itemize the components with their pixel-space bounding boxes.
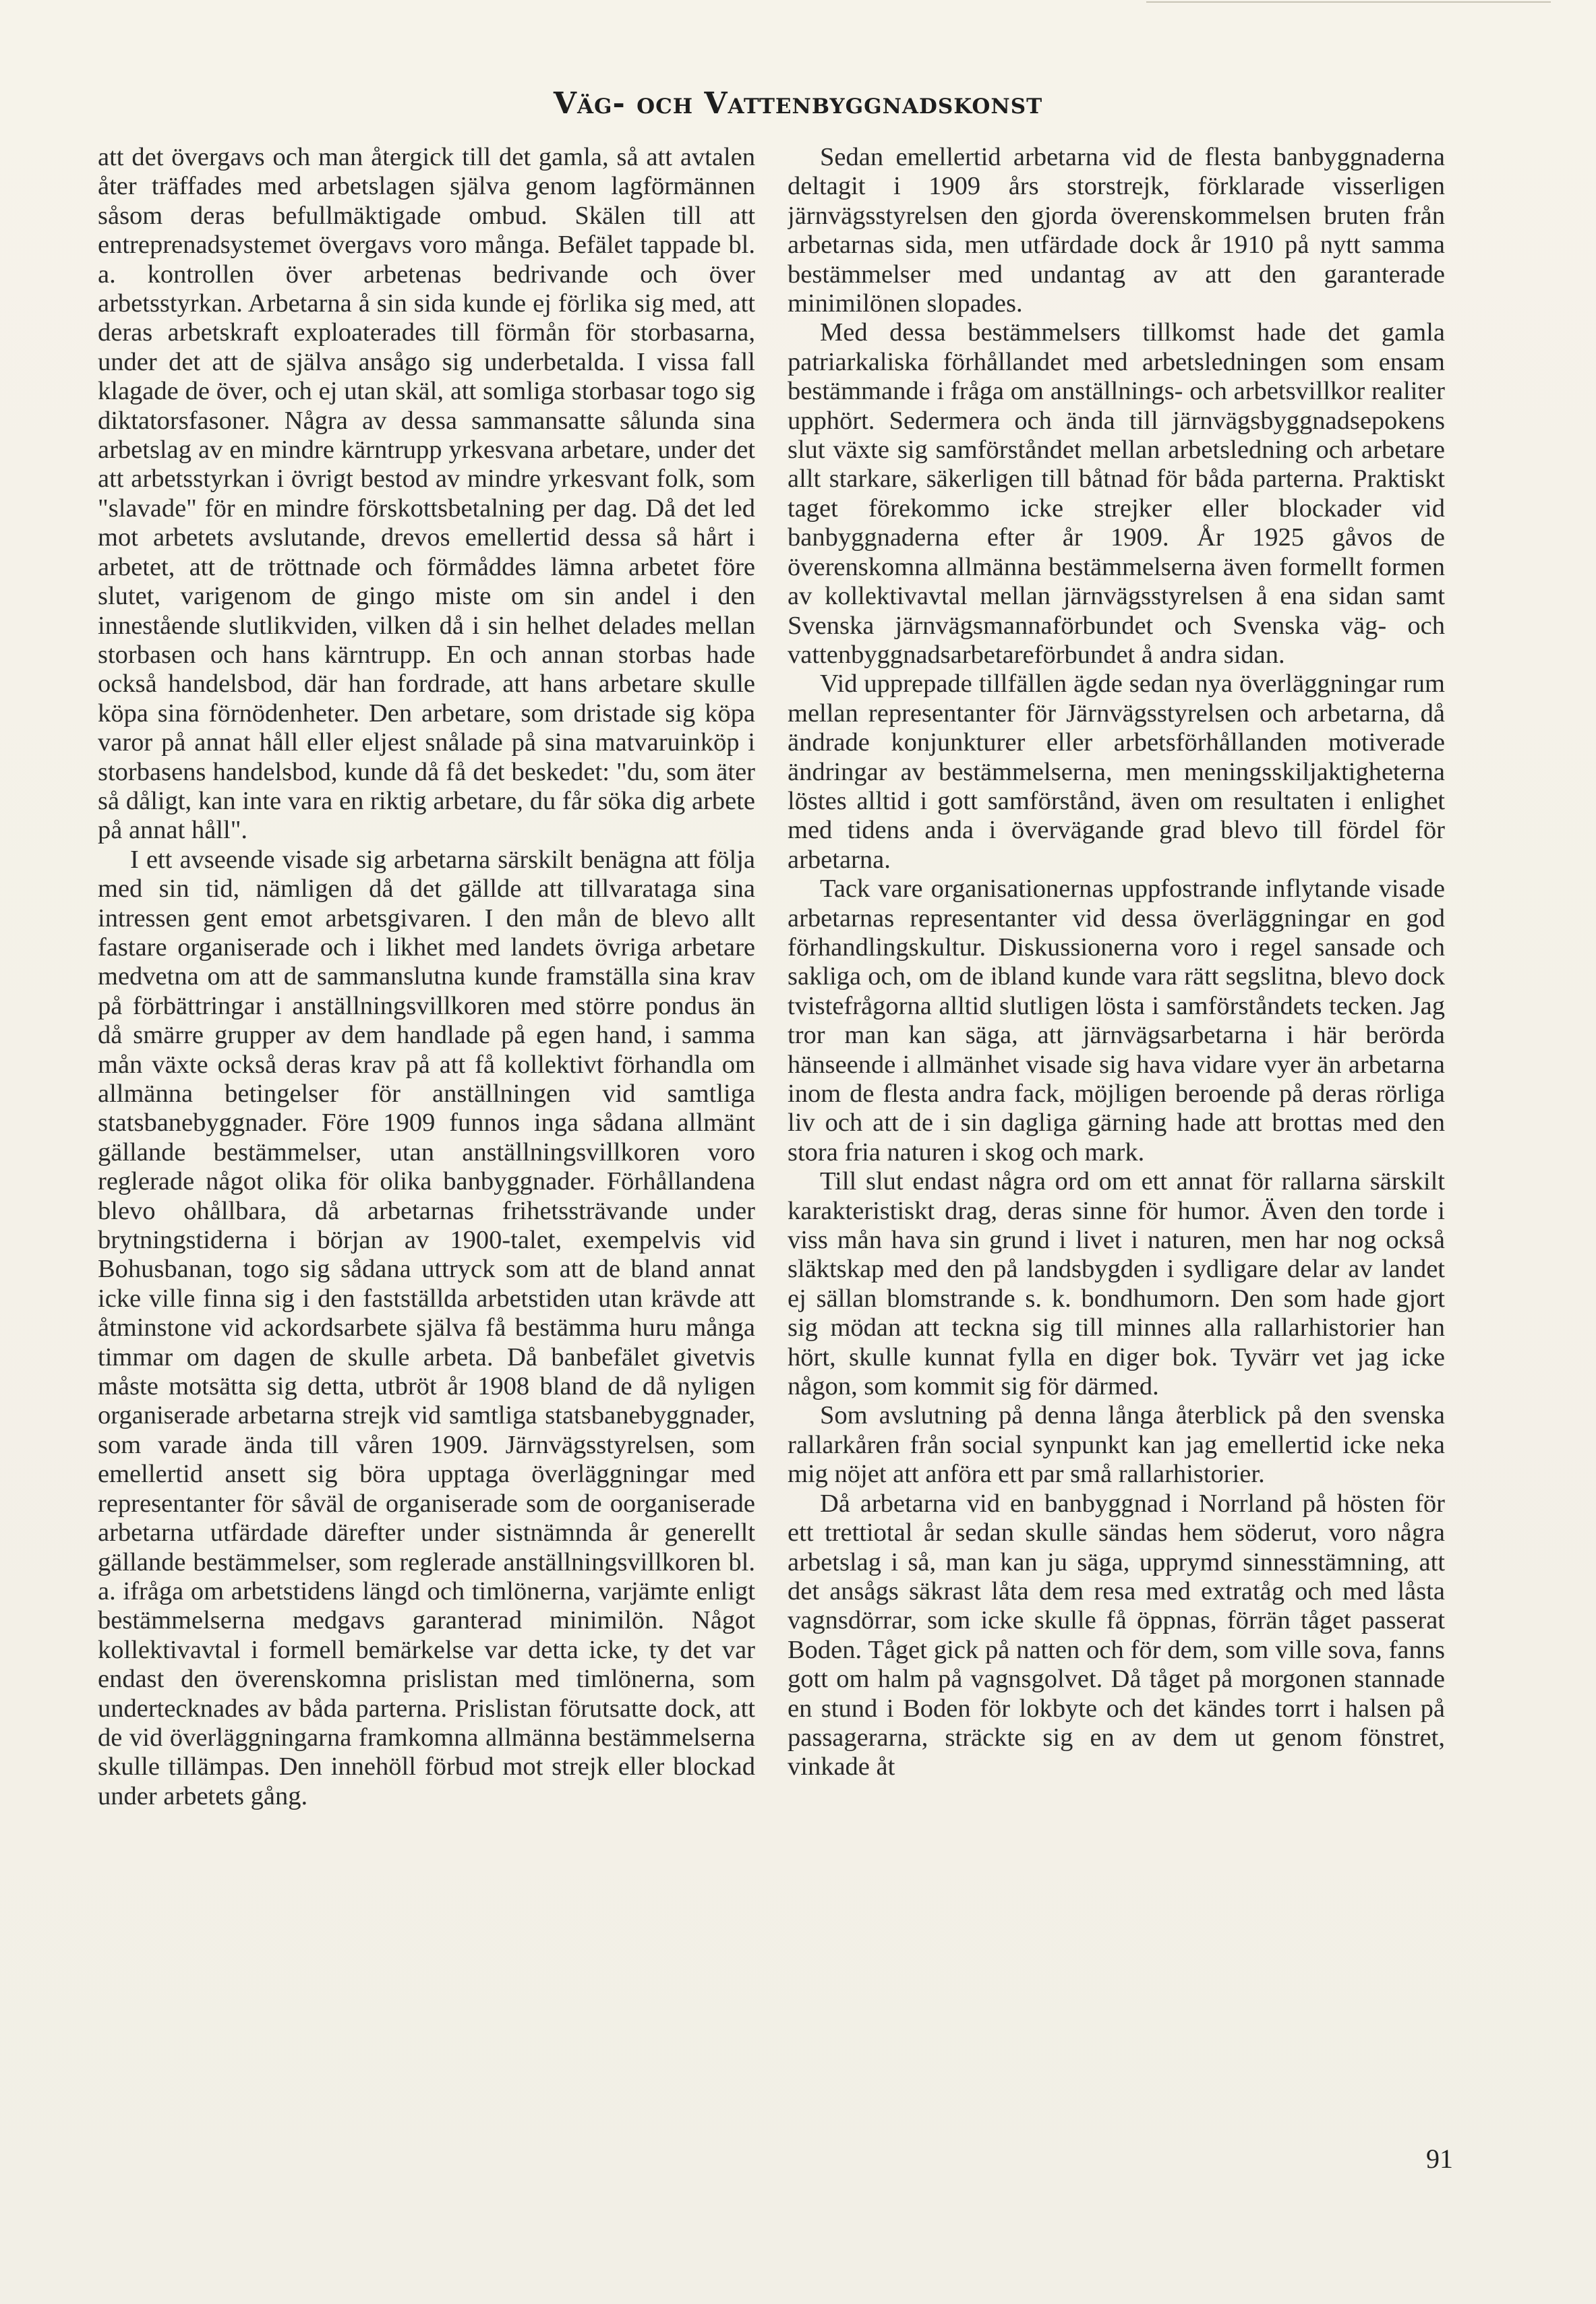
right-column bbox=[788, 143, 1445, 2139]
paragraph: Sedan emellertid arbetarna vid de flesta banbyggnaderna deltagit i 1909 års storstrejk, förklarade visserligen järnvägsstyrelsen den gjorda överenskommelsen bruten från arbetarnas sida, men utfärdade dock år 1910 på nytt samma bestämmelser med undantag av att den garanterade minimilönen slopades. bbox=[788, 143, 1445, 318]
paragraph: Som avslutning på denna långa återblick på den svenska rallarkåren från social synpunkt kan jag emellertid icke neka mig nöjet att anföra ett par små rallarhistorier. bbox=[788, 1401, 1445, 1489]
paragraph: Vid upprepade tillfällen ägde sedan nya överläggningar rum mellan representanter för Järnvägsstyrelsen och arbetarna, då ändrade konjunkturer eller arbetsförhållanden motiverade ändringar av bestämmelserna, men meningsskiljaktigheterna löstes alltid i gott samförstånd, även om resultaten i enlighet med tidens anda i övervägande grad blevo till fördel för arbetarna. bbox=[788, 670, 1445, 874]
paragraph: Med dessa bestämmelsers tillkomst hade det gamla patriarkaliska förhållandet med arbetsledningen som ensam bestämmande i fråga om anställnings- och arbetsvillkor realiter upphört. Sedermera och ända till järnvägsbyggnadsepokens slut växte sig samförståndet mellan arbetsledning och arbetare allt starkare, säkerligen till båtnad för båda parterna. Praktiskt taget förekommo icke strejker eller blockader vid banbyggnaderna efter år 1909. År 1925 gåvos de överenskomna allmänna bestämmelserna även formellt formen av kollektivavtal mellan järnvägsstyrelsen å ena sidan samt Svenska järnvägsmannaförbundet och Svenska väg- och vattenbyggnadsarbetareförbundet å andra sidan. bbox=[788, 318, 1445, 669]
paragraph: Då arbetarna vid en banbyggnad i Norrland på hösten för ett trettiotal år sedan skulle sändas hem söderut, voro några arbetslag i så, man kan ju säga, upprymd sinnesstämning, att det ansågs säkrast låta dem resa med extratåg och med låsta vagnsdörrar, som icke skulle få öppnas, förrän tåget passerat Boden. Tåget gick på natten och för dem, som ville sova, fanns gott om halm på vagnsgolvet. Då tåget på morgonen stannade en stund i Boden för lokbyte och det kändes torrt i halsen på passagerarna, sträckte sig en av dem ut genom fönstret, vinkade åt bbox=[788, 1489, 1445, 1781]
left-column bbox=[98, 143, 755, 2139]
paragraph: Tack vare organisationernas uppfostrande inflytande visade arbetarnas representanter vid dessa överläggningar en god förhandlingskultur. Diskussionerna voro i regel sansade och sakliga och, om de ibland kunde vara rätt segslitna, blevo dock tvistefrågorna alltid slutligen lösta i samförståndets tecken. Jag tror man kan säga, att järnvägsarbetarna i här berörda hänseende i allmänhet visade sig hava vidare vyer än arbetarna inom de flesta andra fack, möjligen beroende på deras rörliga liv och att de i sin dagliga gärning hade att brottas med den stora fria naturen i skog och mark. bbox=[788, 875, 1445, 1166]
top-rule bbox=[1146, 1, 1551, 3]
paragraph: att det övergavs och man återgick till det gamla, så att avtalen åter träffades med arbetslagen själva genom lagförmännen såsom deras befullmäktigade ombud. Skälen till att entreprenadsystemet övergavs voro många. Befälet tappade bl. a. kontrollen över arbetenas bedrivande och över arbetsstyrkan. Arbetarna å sin sida kunde ej förlika sig med, att deras arbetskraft exploaterades till förmån för storbasarna, under det att de själva ansågo sig underbetalda. I vissa fall klagade de över, och ej utan skäl, att somliga storbasar togo sig diktatorsfasoner. Några av dessa sammansatte sålunda sina arbetslag av en mindre kärntrupp yrkesvana arbetare, under det att arbetsstyrkan i övrigt bestod av mindre yrkesvant folk, som "slavade" för en mindre förskottsbetalning per dag. Då det led mot arbetets avslutande, drevos emellertid dessa så hårt i arbetet, att de tröttnade och förmåddes lämna arbetet före slutet, varigenom de gingo miste om sin andel i den innestående slutlikviden, vilken då i sin helhet delades mellan storbasen och hans kärntrupp. En och annan storbas hade också handelsbod, där han fordrade, att hans arbetare skulle köpa sina förnödenheter. Den arbetare, som dristade sig köpa varor på annat håll eller eljest snålade på sina matvaruinköp i storbasens handelsbod, kunde då få det beskedet: "du, som äter så dåligt, kan inte vara en riktig arbetare, du får söka dig arbete på annat håll". bbox=[98, 143, 755, 845]
page-number: 91 bbox=[1426, 2144, 1453, 2174]
running-header: Väg- och Vattenbyggnadskonst bbox=[553, 86, 1043, 121]
paragraph: Till slut endast några ord om ett annat för rallarna särskilt karakteristiskt drag, deras sinne för humor. Även den torde i viss mån hava sin grund i livet i naturen, men har nog också släktskap med den på landsbygden i sydligare delar av landet ej sällan blomstrande s. k. bondhumorn. Den som hade gjort sig mödan att teckna sig till minnes alla rallarhistorier han hört, skulle kunnat fylla en diger bok. Tyvärr vet jag icke någon, som kommit sig för därmed. bbox=[788, 1167, 1445, 1401]
paragraph: I ett avseende visade sig arbetarna särskilt benägna att följa med sin tid, nämligen då det gällde att tillvaratagа sina intressen gent emot arbetsgivaren. I den mån de blevo allt fastare organiserade och i likhet med landets övriga arbetare medvetna om att de sammanslutna kunde framställa sina krav på förbättringar i anställningsvillkoren med större pondus än då smärre grupper av dem handlade på egen hand, i samma mån växte också deras krav på att få kollektivt förhandla om allmänna betingelser för anställningen vid samtliga statsbanebyggnader. Före 1909 funnos inga sådana allmänt gällande bestämmelser, utan anställningsvillkoren voro reglerade något olika för olika banbyggnader. Förhållandena blevo ohållbara, då arbetarnas frihetssträvande under brytningstiderna i början av 1900-talet, exempelvis vid Bohusbanan, togo sig sådana uttryck som att de bland annat icke ville finna sig i den fastställda arbetstiden utan krävde att åtminstone vid ackordsarbete själva få bestämma huru många timmar om dagen de skulle arbeta. Då banbefälet givetvis måste motsätta sig detta, utbröt år 1908 bland de då nyligen organiserade arbetarna strejk vid samtliga statsbanebyggnader, som varade ända till våren 1909. Järnvägsstyrelsen, som emellertid ansett sig böra upptaga överläggningar med representanter för såväl de organiserade som de oorganiserade arbetarna utfärdade därefter under sistnämnda år generellt gällande bestämmelser, som reglerade anställningsvillkoren bl. a. ifråga om arbetstidens längd och timlönerna, varjämte enligt bestämmelserna medgavs garanterad minimilön. Något kollektivavtal i formell bemärkelse var detta icke, ty det var endast den överenskomna prislistan med timlönerna, som undertecknades av båda parterna. Prislistan förutsatte dock, att de vid överläggningarna framkomna allmänna bestämmelserna skulle tillämpas. Den innehöll förbud mot strejk eller blockad under arbetets gång. bbox=[98, 845, 755, 1810]
